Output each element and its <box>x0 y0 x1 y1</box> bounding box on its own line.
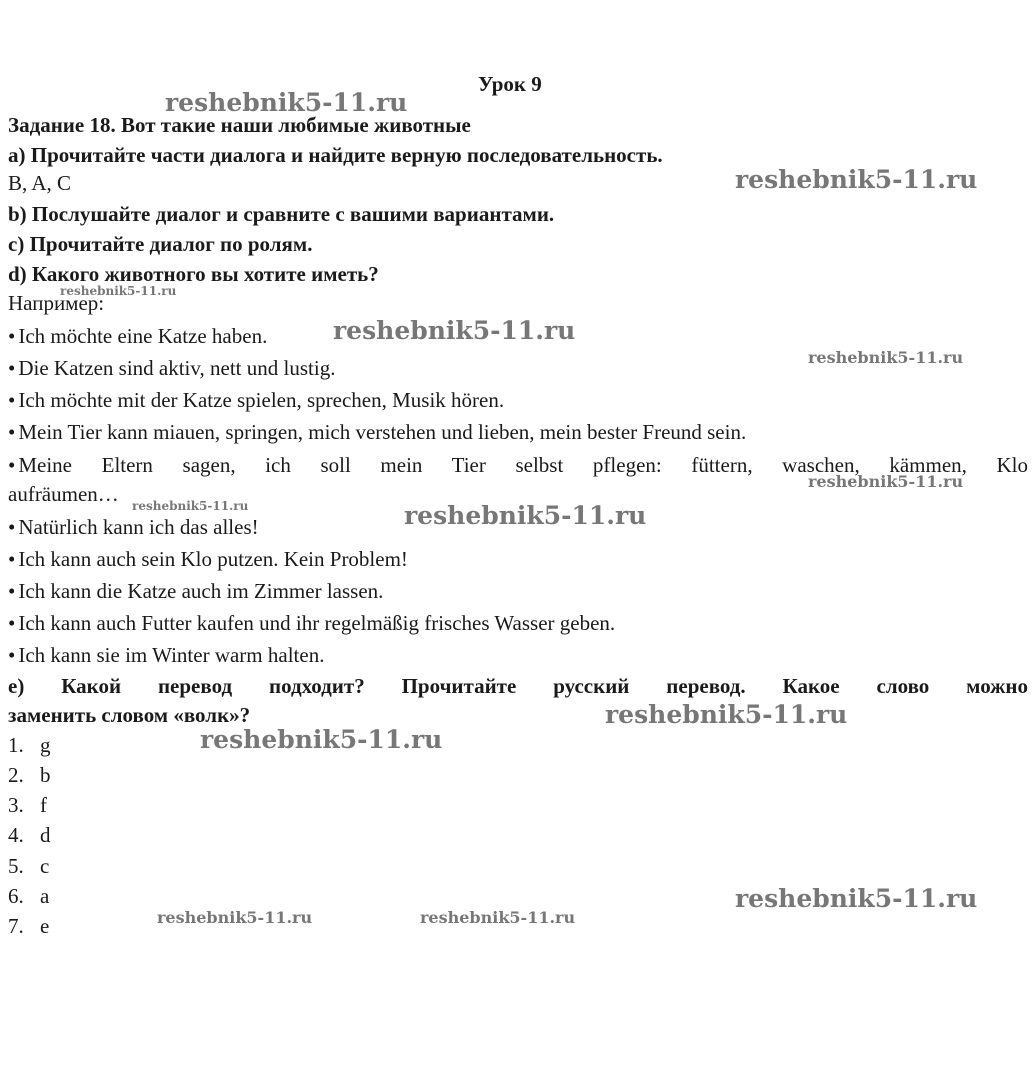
answer-row <box>8 913 49 939</box>
answer-row <box>8 853 49 879</box>
watermark: reshebnik5-11.ru <box>420 908 576 927</box>
task-title: Задание 18. Вот такие наши любимые животные <box>8 113 471 137</box>
answer-number: 5. <box>8 854 24 878</box>
list-item: • Ich kann auch sein Klo putzen. Kein Problem! <box>8 546 408 572</box>
answer-row <box>8 792 47 818</box>
answer-number: 7. <box>8 914 24 938</box>
answer-row <box>8 883 49 909</box>
watermark: reshebnik5-11.ru <box>808 348 964 367</box>
list-item: • Natürlich kann ich das alles! <box>8 514 259 540</box>
list-item: • Ich kann sie im Winter warm halten. <box>8 642 324 668</box>
watermark: reshebnik5-11.ru <box>333 316 576 345</box>
answer-value: e <box>40 914 50 938</box>
answer-value: d <box>40 823 51 847</box>
watermark: reshebnik5-11.ru <box>157 908 313 927</box>
answer-value: c <box>40 854 50 878</box>
lesson-title: Урок 9 <box>478 72 542 96</box>
list-item: • Ich kann die Katze auch im Zimmer lassen. <box>8 578 383 604</box>
answer-number: 3. <box>8 793 24 817</box>
list-item: • Mein Tier kann miauen, springen, mich verstehen und lieben, mein bester Freund sein. <box>8 419 746 445</box>
watermark: reshebnik5-11.ru <box>60 284 177 298</box>
part-a-answer: B, A, C <box>8 171 72 195</box>
part-d-heading: d) Какого животного вы хотите иметь? <box>8 262 379 286</box>
part-e-heading-cont: заменить словом «волк»? <box>8 703 251 727</box>
list-item: • Ich möchte mit der Katze spielen, sprechen, Musik hören. <box>8 387 504 413</box>
watermark: reshebnik5-11.ru <box>735 165 978 194</box>
part-b-heading: b) Послушайте диалог и сравните с вашими вариантами. <box>8 202 555 226</box>
list-item: • Meine Eltern sagen, ich soll mein Tier selbst pflegen: füttern, waschen, kämmen, Klo <box>8 452 1028 478</box>
answer-number: 4. <box>8 823 24 847</box>
watermark: reshebnik5-11.ru <box>165 88 408 117</box>
answer-row <box>8 762 51 788</box>
watermark: reshebnik5-11.ru <box>605 700 848 729</box>
answer-number: 2. <box>8 763 24 787</box>
answer-number: 6. <box>8 884 24 908</box>
watermark: reshebnik5-11.ru <box>132 499 249 513</box>
answer-number: 1. <box>8 733 24 757</box>
watermark: reshebnik5-11.ru <box>404 501 647 530</box>
list-item-continuation: aufräumen… <box>8 482 119 506</box>
answer-value: g <box>40 733 51 757</box>
watermark: reshebnik5-11.ru <box>200 725 443 754</box>
answer-value: a <box>40 884 50 908</box>
example-label: Например: <box>8 291 105 315</box>
watermark: reshebnik5-11.ru <box>735 884 978 913</box>
list-item: • Die Katzen sind aktiv, nett und lustig. <box>8 355 335 381</box>
part-e-heading: e) Какой перевод подходит? Прочитайте русский перевод. Какое слово можно <box>8 674 1028 698</box>
watermark: reshebnik5-11.ru <box>808 472 964 491</box>
answer-row <box>8 822 51 848</box>
list-item: • Ich möchte eine Katze haben. <box>8 323 267 349</box>
part-c-heading: c) Прочитайте диалог по ролям. <box>8 232 313 256</box>
answer-row <box>8 732 51 758</box>
list-item: • Ich kann auch Futter kaufen und ihr regelmäßig frisches Wasser geben. <box>8 610 615 636</box>
part-a-heading: a) Прочитайте части диалога и найдите верную последовательность. <box>8 143 663 167</box>
answer-value: b <box>40 763 51 787</box>
answer-value: f <box>40 793 47 817</box>
